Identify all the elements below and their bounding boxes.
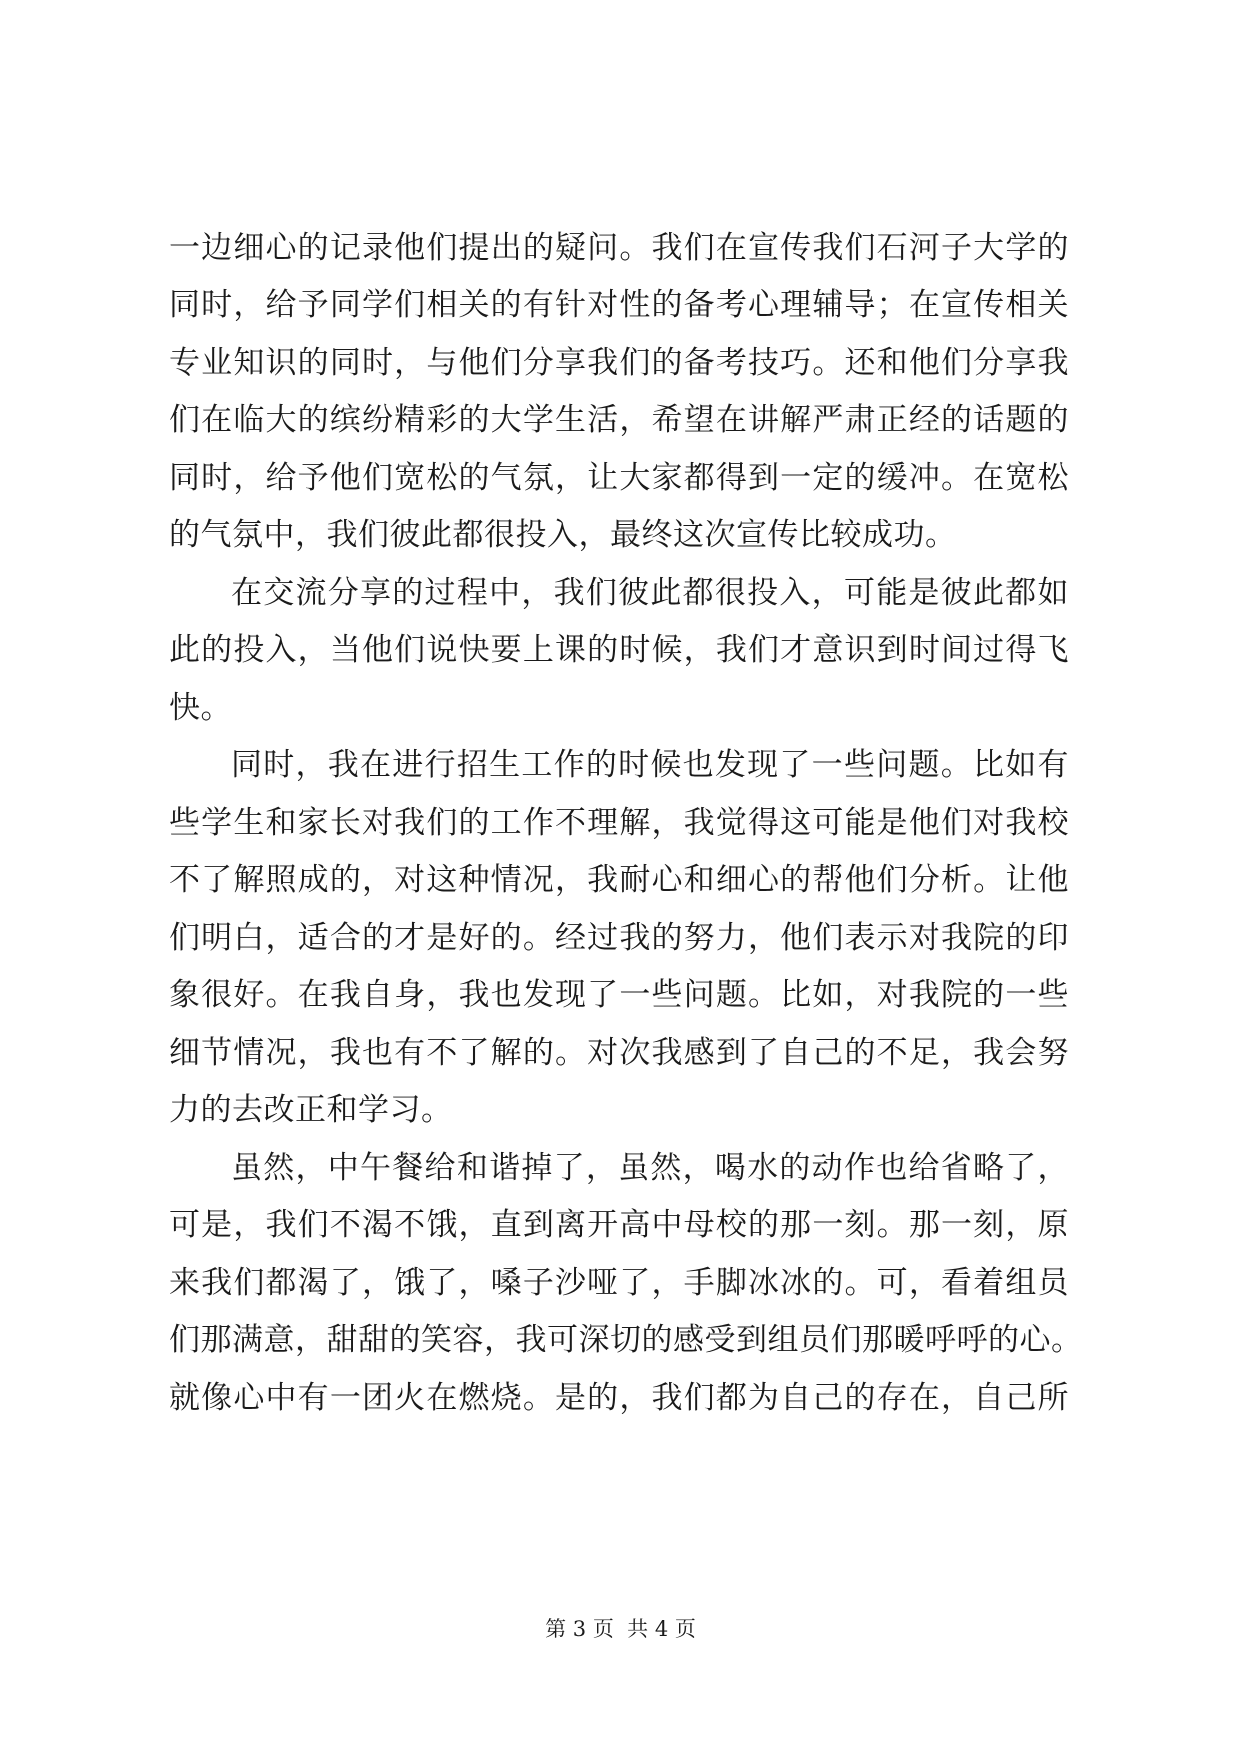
text-line: 快。 (169, 690, 232, 726)
text-line: 不了解照成的，对这种情况，我耐心和细心的帮他们分析。让他 (169, 862, 1069, 898)
text-line: 同时，我在进行招生工作的时候也发现了一些问题。比如有 (231, 747, 1069, 783)
text-line: 们明白，适合的才是好的。经过我的努力，他们表示对我院的印 (169, 920, 1069, 956)
text-line: 们在临大的缤纷精彩的大学生活，希望在讲解严肃正经的话题的 (169, 402, 1069, 438)
text-line: 同时，给予他们宽松的气氛，让大家都得到一定的缓冲。在宽松 (169, 460, 1069, 496)
text-line: 力的去改正和学习。 (169, 1092, 453, 1128)
text-line: 虽然，中午餐给和谐掉了，虽然，喝水的动作也给省略了， (231, 1150, 1069, 1186)
text-line: 细节情况，我也有不了解的。对次我感到了自己的不足，我会努 (169, 1035, 1069, 1071)
text-line: 可是，我们不渴不饿，直到离开高中母校的那一刻。那一刻，原 (169, 1207, 1069, 1243)
text-line: 同时，给予同学们相关的有针对性的备考心理辅导；在宣传相关 (169, 287, 1069, 323)
text-line: 一边细心的记录他们提出的疑问。我们在宣传我们石河子大学的 (169, 230, 1069, 266)
text-line: 此的投入，当他们说快要上课的时候，我们才意识到时间过得飞 (169, 632, 1069, 668)
text-line: 来我们都渴了，饿了，嗓子沙哑了，手脚冰冰的。可，看着组员 (169, 1265, 1069, 1301)
text-line: 们那满意，甜甜的笑容，我可深切的感受到组员们那暖呼呼的心。 (169, 1322, 1083, 1358)
text-line: 些学生和家长对我们的工作不理解，我觉得这可能是他们对我校 (169, 805, 1069, 841)
text-line: 在交流分享的过程中，我们彼此都很投入，可能是彼此都如 (231, 575, 1069, 611)
text-line: 的气氛中，我们彼此都很投入，最终这次宣传比较成功。 (169, 517, 957, 553)
text-line: 专业知识的同时，与他们分享我们的备考技巧。还和他们分享我 (169, 345, 1069, 381)
page-number-footer: 第 3 页 共 4 页 (545, 1617, 696, 1641)
text-line: 象很好。在我自身，我也发现了一些问题。比如，对我院的一些 (169, 977, 1069, 1013)
text-line: 就像心中有一团火在燃烧。是的，我们都为自己的存在，自己所 (169, 1380, 1069, 1416)
